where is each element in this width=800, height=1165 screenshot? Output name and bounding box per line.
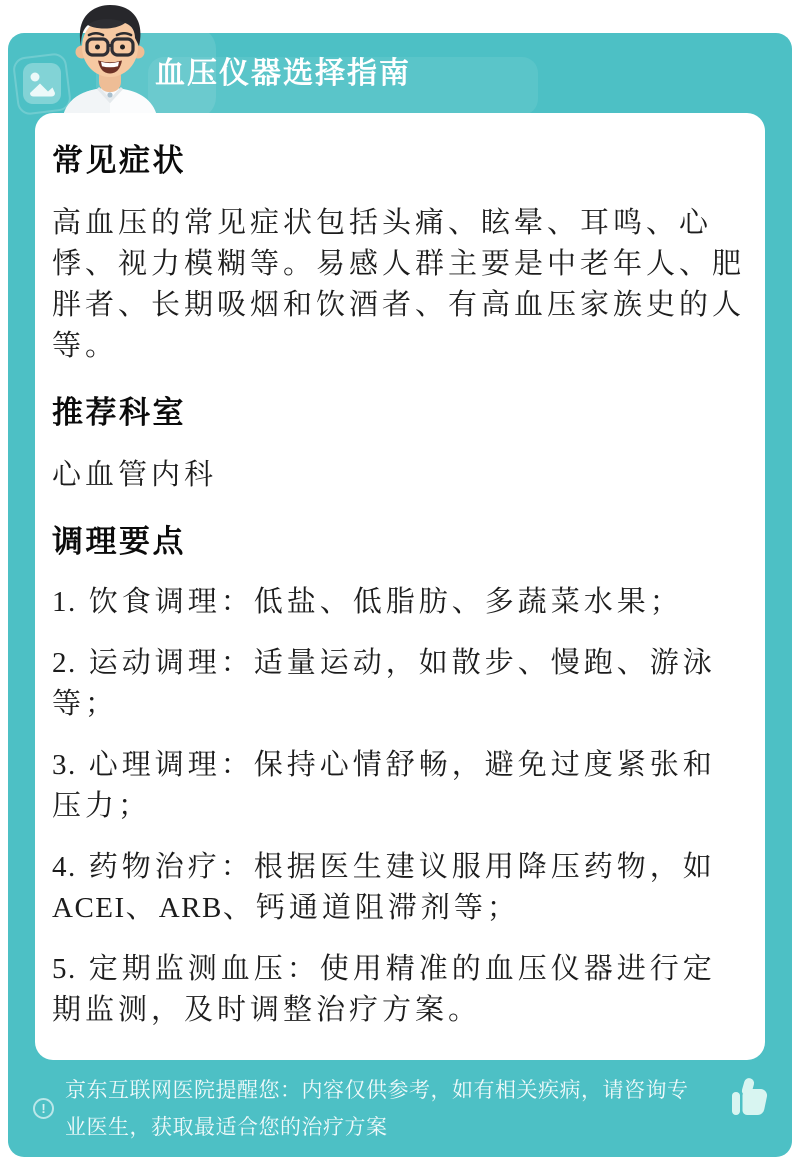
care-point-item-1: 1. 饮食调理：低盐、低脂肪、多蔬菜水果；	[52, 586, 683, 618]
thumbs-up-icon[interactable]	[726, 1074, 774, 1129]
symptoms-paragraph: 高血压的常见症状包括头痛、眩晕、耳鸣、心悸、视力模糊等。易感人群主要是中老年人、肥胖者、长期吸烟和饮酒者、有高血压家族史的人等。	[52, 207, 746, 362]
answer-bubble	[8, 33, 792, 1157]
alert-exclamation-icon: !	[33, 1098, 54, 1119]
care-point-item-2: 2. 运动调理：适量运动，如散步、慢跑、游泳等；	[52, 647, 716, 720]
page-title: 血压仪器选择指南	[155, 57, 411, 90]
care-point-item-4: 4. 药物治疗：根据医生建议服用降压药物，如ACEI、ARB、钙通道阻滞剂等；	[52, 851, 716, 924]
department-text: 心血管内科	[52, 459, 218, 491]
care-point-item-5: 5. 定期监测血压：使用精准的血压仪器进行定期监测，及时调整治疗方案。	[52, 953, 716, 1026]
disclaimer-bar	[8, 1060, 792, 1157]
guide-card	[35, 113, 765, 1060]
care-point-item-3: 3. 心理调理：保持心情舒畅，避免过度紧张和压力；	[52, 749, 716, 822]
section-heading-care-points: 调理要点	[52, 524, 186, 559]
disclaimer-text: 京东互联网医院提醒您：内容仅供参考，如有相关疾病，请咨询专业医生，获取最适合您的治疗方案	[65, 1078, 689, 1139]
section-heading-symptoms: 常见症状	[52, 143, 186, 178]
section-heading-department: 推荐科室	[52, 395, 186, 430]
doctor-avatar	[44, 0, 176, 122]
